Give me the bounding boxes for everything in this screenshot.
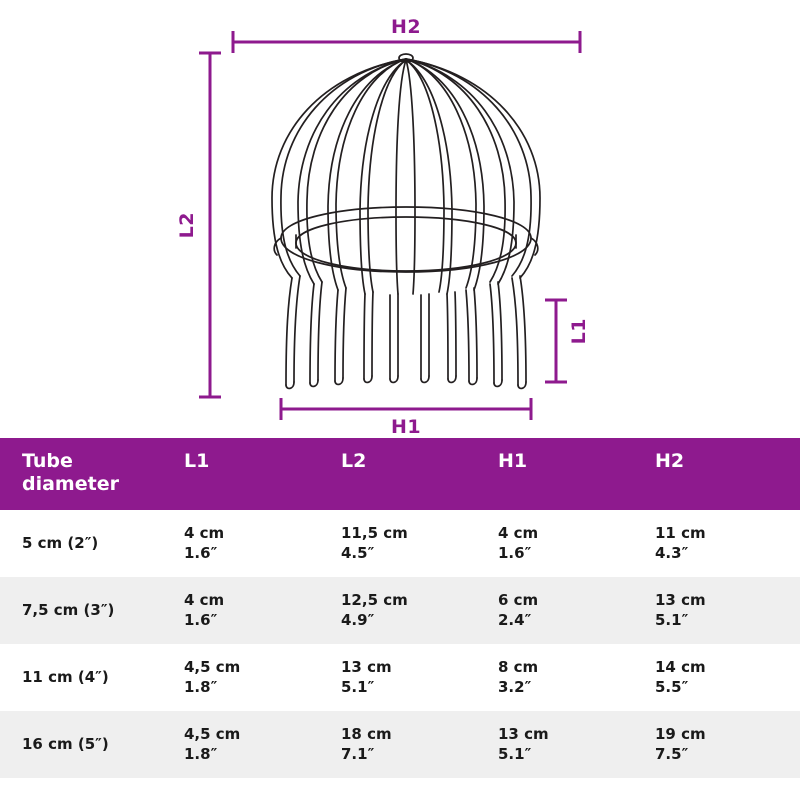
cell-h2 [643,577,800,644]
cell-h1-metric: 4 cm [498,524,539,542]
column-header-tube-line2: diameter [22,473,119,496]
cell-l2 [329,577,486,644]
leg-9-tip [494,380,502,386]
leg-3b [335,290,338,381]
leg-9b [490,284,494,383]
leg-9a [498,282,502,380]
leg-10b [512,278,518,385]
cell-tube-diameter: 7,5 cm (3″) [0,577,172,644]
rib-right-2b [406,59,514,284]
leg-4-tip [364,376,372,382]
table-row [0,510,800,577]
leg-8a [474,288,477,378]
cell-h2-imperial: 7.5″ [655,744,689,763]
cell-h1-imperial: 2.4″ [498,610,532,629]
leg-1b [286,278,292,385]
cell-h1 [486,711,643,778]
cell-l1-imperial: 1.8″ [184,744,218,763]
cell-l1-metric: 4 cm [184,524,225,542]
cell-h1-metric: 6 cm [498,591,539,609]
leg-8-tip [469,378,477,384]
column-header-tube-line1: Tube [22,450,73,472]
rib-left-2b [298,59,406,284]
cell-l1-imperial: 1.8″ [184,677,218,696]
leg-7a [455,292,456,376]
cell-h1-imperial: 1.6″ [498,543,532,562]
cell-h2 [643,644,800,711]
leg-1a [294,276,300,382]
cell-h2 [643,510,800,577]
cell-h1-metric: 8 cm [498,658,539,676]
table-header [0,438,800,510]
cell-h2-metric: 19 cm [655,725,706,743]
leg-2-tip [310,380,318,386]
rib-left-2 [307,59,406,282]
cell-h2-imperial: 5.5″ [655,677,689,696]
rib-right-4b [406,60,452,294]
dimensions-table [0,438,800,778]
leg-4b [364,294,365,379]
leg-6-tip [421,376,429,382]
leg-8b [466,290,469,381]
leg-7-tip [448,376,456,382]
cell-l1 [172,711,329,778]
leg-3a [343,288,346,378]
leg-4a [372,292,373,376]
dimension-label-l2: L2 [176,212,198,239]
column-header-tube-diameter [0,438,172,510]
table-row [0,644,800,711]
table-row [0,711,800,778]
rib-center-1 [396,60,406,294]
cell-l2-metric: 13 cm [341,658,392,676]
cell-l2-imperial: 7.1″ [341,744,375,763]
cell-l2 [329,644,486,711]
product-line-drawing [272,54,540,388]
leg-2b [310,284,314,383]
rib-center-2 [406,60,415,294]
cell-l2-metric: 12,5 cm [341,591,408,609]
cell-h1-metric: 13 cm [498,725,549,743]
cell-h2-imperial: 4.3″ [655,543,689,562]
dimension-label-h1: H1 [391,416,422,438]
column-header-h1: H1 [486,438,643,510]
cell-l1 [172,644,329,711]
cell-l1-metric: 4 cm [184,591,225,609]
cell-h1 [486,510,643,577]
cell-l2-imperial: 4.5″ [341,543,375,562]
leg-10a [520,276,526,382]
leg-10-tip [518,382,526,388]
rib-right-2 [406,59,505,282]
leg-3-tip [335,378,343,384]
leg-5-tip [390,376,398,382]
column-header-l2: L2 [329,438,486,510]
cell-h2-metric: 11 cm [655,524,706,542]
cell-l2-metric: 18 cm [341,725,392,743]
cell-h2-metric: 14 cm [655,658,706,676]
collar-ring-back [281,207,531,238]
cell-l2 [329,510,486,577]
cell-l1-metric: 4,5 cm [184,725,241,743]
cell-l2-imperial: 4.9″ [341,610,375,629]
cell-h1-imperial: 5.1″ [498,744,532,763]
column-header-l1: L1 [172,438,329,510]
table-row [0,577,800,644]
cell-l1-imperial: 1.6″ [184,610,218,629]
cell-h1-imperial: 3.2″ [498,677,532,696]
cell-l2 [329,711,486,778]
leg-7b [447,294,448,379]
leg-2a [318,282,322,380]
cell-h2-metric: 13 cm [655,591,706,609]
column-header-h2: H2 [643,438,800,510]
leg-1-tip [286,382,294,388]
dimension-label-l1: L1 [568,318,590,345]
cell-l2-imperial: 5.1″ [341,677,375,696]
dimension-label-h2: H2 [391,16,422,38]
cell-l1-imperial: 1.6″ [184,543,218,562]
cell-l1 [172,510,329,577]
table-header-row [0,438,800,510]
cell-h2-imperial: 5.1″ [655,610,689,629]
cell-l2-metric: 11,5 cm [341,524,408,542]
rib-left-3b [328,59,406,290]
collar-ring-front [281,238,531,272]
cell-tube-diameter: 16 cm (5″) [0,711,172,778]
cell-h1 [486,577,643,644]
cell-l1-metric: 4,5 cm [184,658,241,676]
cell-l1 [172,577,329,644]
cell-tube-diameter: 5 cm (2″) [0,510,172,577]
table-body [0,510,800,778]
rib-right-3b [406,59,484,290]
cell-h2 [643,711,800,778]
cell-h1 [486,644,643,711]
cell-tube-diameter: 11 cm (4″) [0,644,172,711]
